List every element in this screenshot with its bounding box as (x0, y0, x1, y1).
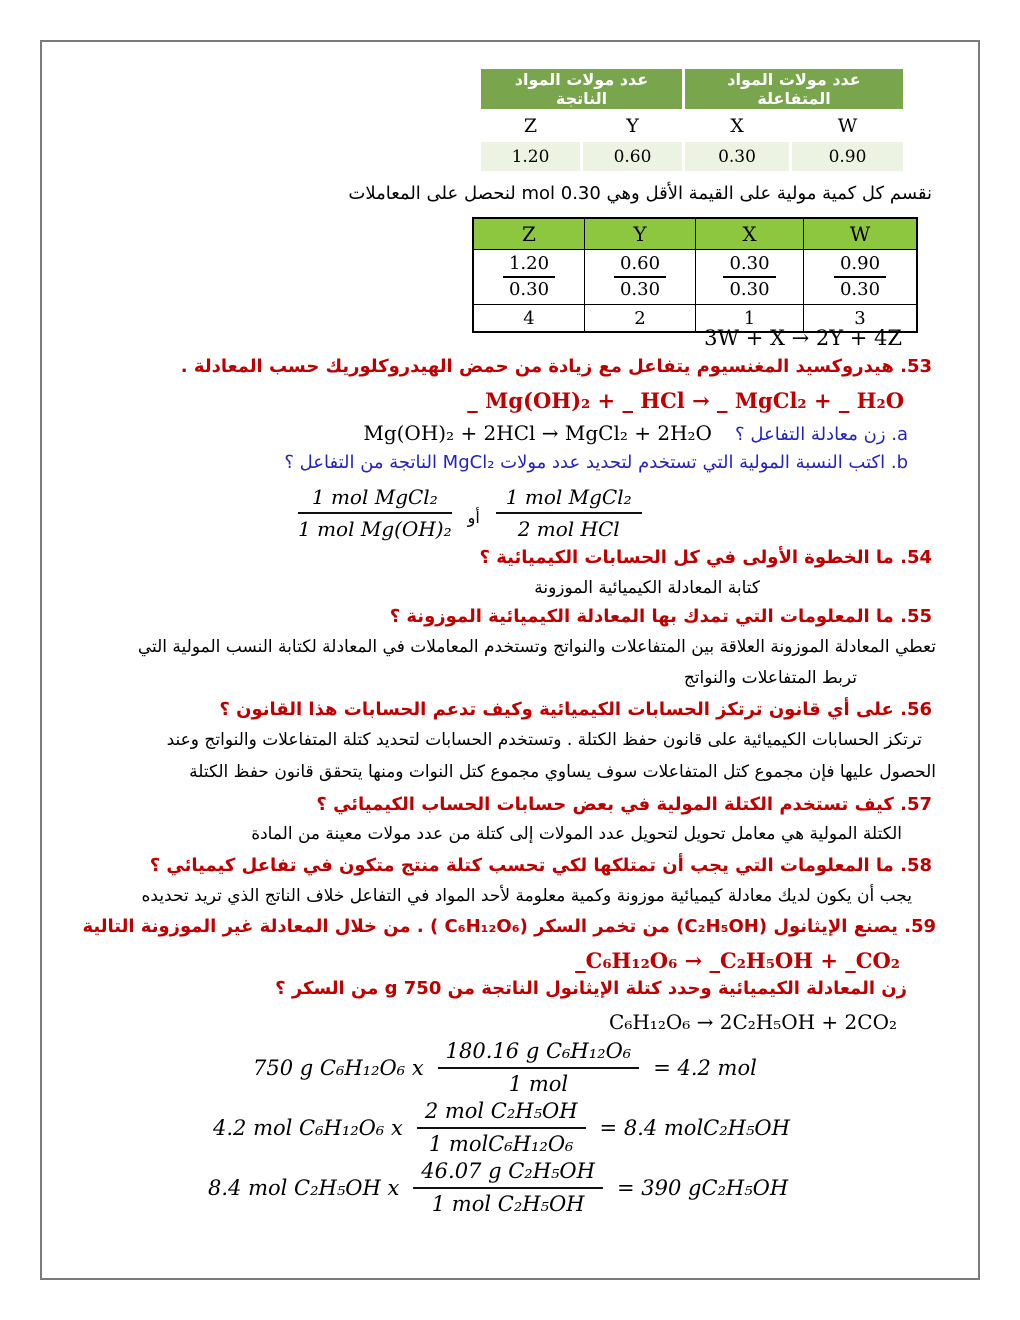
table1-value-cell: 0.30 (685, 142, 789, 171)
answer-56-line2: الحصول عليها فإن مجموع كتل المتفاعلات سوف يساوي مجموع كتل النوات ومنها يتحقق قانون حفظ الكتلة (189, 762, 936, 782)
moles-summary-table (478, 66, 906, 174)
question-59: 59. يصنع الإيثانول (C₂H₅OH) من تخمر السكر (C₆H₁₂O₆ ) . من خلال المعادلة غير الموزونة التالية (82, 916, 936, 937)
table2-fraction-cell (696, 250, 804, 305)
table2-fraction-cell (473, 250, 585, 305)
question-53: 53. هيدروكسيد المغنسيوم يتفاعل مع زيادة من حمض الهيدروكلوريك حسب المعادلة . (180, 356, 932, 377)
calc3-result: = 390 gC₂H₅OH (616, 1176, 789, 1200)
calc-row-moles-sugar (253, 1038, 757, 1098)
fraction-numerator: 1.20 (503, 253, 555, 278)
q53-unbalanced-equation: _ Mg(OH)₂ + _ HCl → _ MgCl₂ + _ H₂O (467, 388, 904, 413)
fraction-denominator: 0.30 (729, 279, 770, 300)
or-word: أو (467, 507, 480, 527)
calc-row-mass-ethanol (208, 1158, 788, 1218)
calc1-fraction (438, 1038, 640, 1098)
table2-symbol-cell: W (804, 218, 918, 250)
q59-subtitle: زن المعادلة الكيميائية وحدد كتلة الإيثانول الناتجة من 750 g من السكر ؟ (275, 978, 907, 999)
calc2-lead: 4.2 mol C₆H₁₂O₆ x (213, 1116, 403, 1140)
table2-symbol-cell: Z (473, 218, 585, 250)
table2-coefficient-cell: 4 (473, 305, 585, 333)
fraction-numerator: 0.90 (834, 253, 886, 278)
q53-part-b-text: b. اكتب النسبة المولية التي تستخدم لتحديد عدد مولات MgCl₂ الناتجة من التفاعل ؟ (284, 452, 908, 473)
q53-mole-ratios (298, 484, 642, 542)
question-57: 57. كيف تستخدم الكتلة المولية في بعض حسابات الحساب الكيميائي ؟ (316, 794, 932, 815)
fraction-denominator: 0.30 (508, 279, 550, 300)
table1-header-products: عدد مولات المواد الناتجة (481, 69, 682, 109)
ratio1-numerator: 1 mol MgCl₂ (298, 484, 452, 514)
q59-unbalanced-equation: _C₆H₁₂O₆ → _C₂H₅OH + _CO₂ (575, 948, 900, 973)
q53-part-a (363, 421, 908, 445)
calc2-denominator: 1 molC₆H₁₂O₆ (428, 1132, 574, 1156)
table1-header-reactants: عدد مولات المواد المتفاعلة (685, 69, 903, 109)
q59-balanced-equation: C₆H₁₂O₆ → 2C₂H₅OH + 2CO₂ (609, 1010, 897, 1034)
calc3-numerator: 46.07 g C₂H₅OH (413, 1158, 603, 1189)
answer-55-line2: تربط المتفاعلات والنواتج (683, 668, 857, 688)
table2-coefficient-cell: 3 (804, 305, 918, 333)
answer-57: الكتلة المولية هي معامل تحويل لتحويل عدد المولات إلى كتلة من عدد مولات معينة من المادة (251, 824, 902, 844)
ratio2-denominator: 2 mol HCl (517, 517, 620, 541)
table2-fraction-cell (585, 250, 696, 305)
ratio1-denominator: 1 mol Mg(OH)₂ (298, 517, 452, 541)
calc2-result: = 8.4 molC₂H₅OH (599, 1116, 790, 1140)
table1-value-cell: 0.60 (583, 142, 682, 171)
calc1-lead: 750 g C₆H₁₂O₆ x (253, 1056, 424, 1080)
table2-symbol-cell: Y (585, 218, 696, 250)
question-56: 56. على أي قانون ترتكز الحسابات الكيميائية وكيف تدعم الحسابات هذا القانون ؟ (219, 699, 932, 720)
fraction-denominator: 0.30 (839, 279, 881, 300)
table1-symbol-cell: W (792, 112, 903, 139)
mole-ratio-1 (298, 484, 452, 542)
calc1-denominator: 1 mol (508, 1072, 569, 1096)
fraction-numerator: 0.30 (723, 253, 775, 278)
question-54: 54. ما الخطوة الأولى في كل الحسابات الكيميائية ؟ (479, 547, 932, 568)
answer-54: كتابة المعادلة الكيميائية الموزونة (534, 578, 760, 598)
question-58: 58. ما المعلومات التي يجب أن تمتلكها لكي تحسب كتلة منتج متكون في تفاعل كيميائي ؟ (149, 855, 932, 876)
answer-56-line1: ترتكز الحسابات الكيميائية على قانون حفظ الكتلة . وتستخدم الحسابات لتحديد كتلة المتفاعلات والنواتج وعند (166, 730, 922, 750)
table2-symbol-cell: X (696, 218, 804, 250)
calc1-numerator: 180.16 g C₆H₁₂O₆ (438, 1038, 640, 1069)
calc3-denominator: 1 mol C₂H₅OH (431, 1192, 585, 1216)
balanced-generic-equation: 3W + X → 2Y + 4Z (704, 326, 902, 350)
table1-value-cell: 0.90 (792, 142, 903, 171)
calc1-result: = 4.2 mol (653, 1056, 757, 1080)
calc-row-moles-ethanol (213, 1098, 790, 1158)
calc3-lead: 8.4 mol C₂H₅OH x (208, 1176, 400, 1200)
fraction-numerator: 0.60 (614, 253, 666, 278)
table2-fraction-cell (804, 250, 918, 305)
answer-55-line1: تعطي المعادلة الموزونة العلاقة بين المتفاعلات والنواتج وتستخدم المعاملات في المعادلة لكتابة النسب المولية التي (137, 637, 936, 657)
calc2-fraction (417, 1098, 586, 1158)
answer-58: يجب أن يكون لديك معادلة كيميائية موزونة وكمية معلومة لأحد المواد في التفاعل خلاف الناتج الذي تريد تحديده (141, 886, 912, 906)
mole-ratio-2 (496, 484, 642, 542)
table1-symbol-cell: Y (583, 112, 682, 139)
calc3-fraction (413, 1158, 603, 1218)
coefficients-table (472, 217, 918, 333)
q53-part-a-equation: Mg(OH)₂ + 2HCl → MgCl₂ + 2H₂O (363, 421, 712, 445)
table1-symbol-cell: Z (481, 112, 580, 139)
table1-symbol-cell: X (685, 112, 789, 139)
fraction-denominator: 0.30 (619, 279, 661, 300)
q53-part-a-text: a. زن معادلة التفاعل ؟ (735, 424, 908, 445)
table2-coefficient-cell: 2 (585, 305, 696, 333)
table2-coefficient-cell: 1 (696, 305, 804, 333)
question-55: 55. ما المعلومات التي تمدك بها المعادلة الكيميائية الموزونة ؟ (389, 606, 932, 627)
table1-value-cell: 1.20 (481, 142, 580, 171)
calc2-numerator: 2 mol C₂H₅OH (417, 1098, 586, 1129)
divide-note: نقسم كل كمية مولية على القيمة الأقل وهي 0.30 mol لنحصل على المعاملات (348, 183, 932, 204)
ratio2-numerator: 1 mol MgCl₂ (496, 484, 642, 514)
